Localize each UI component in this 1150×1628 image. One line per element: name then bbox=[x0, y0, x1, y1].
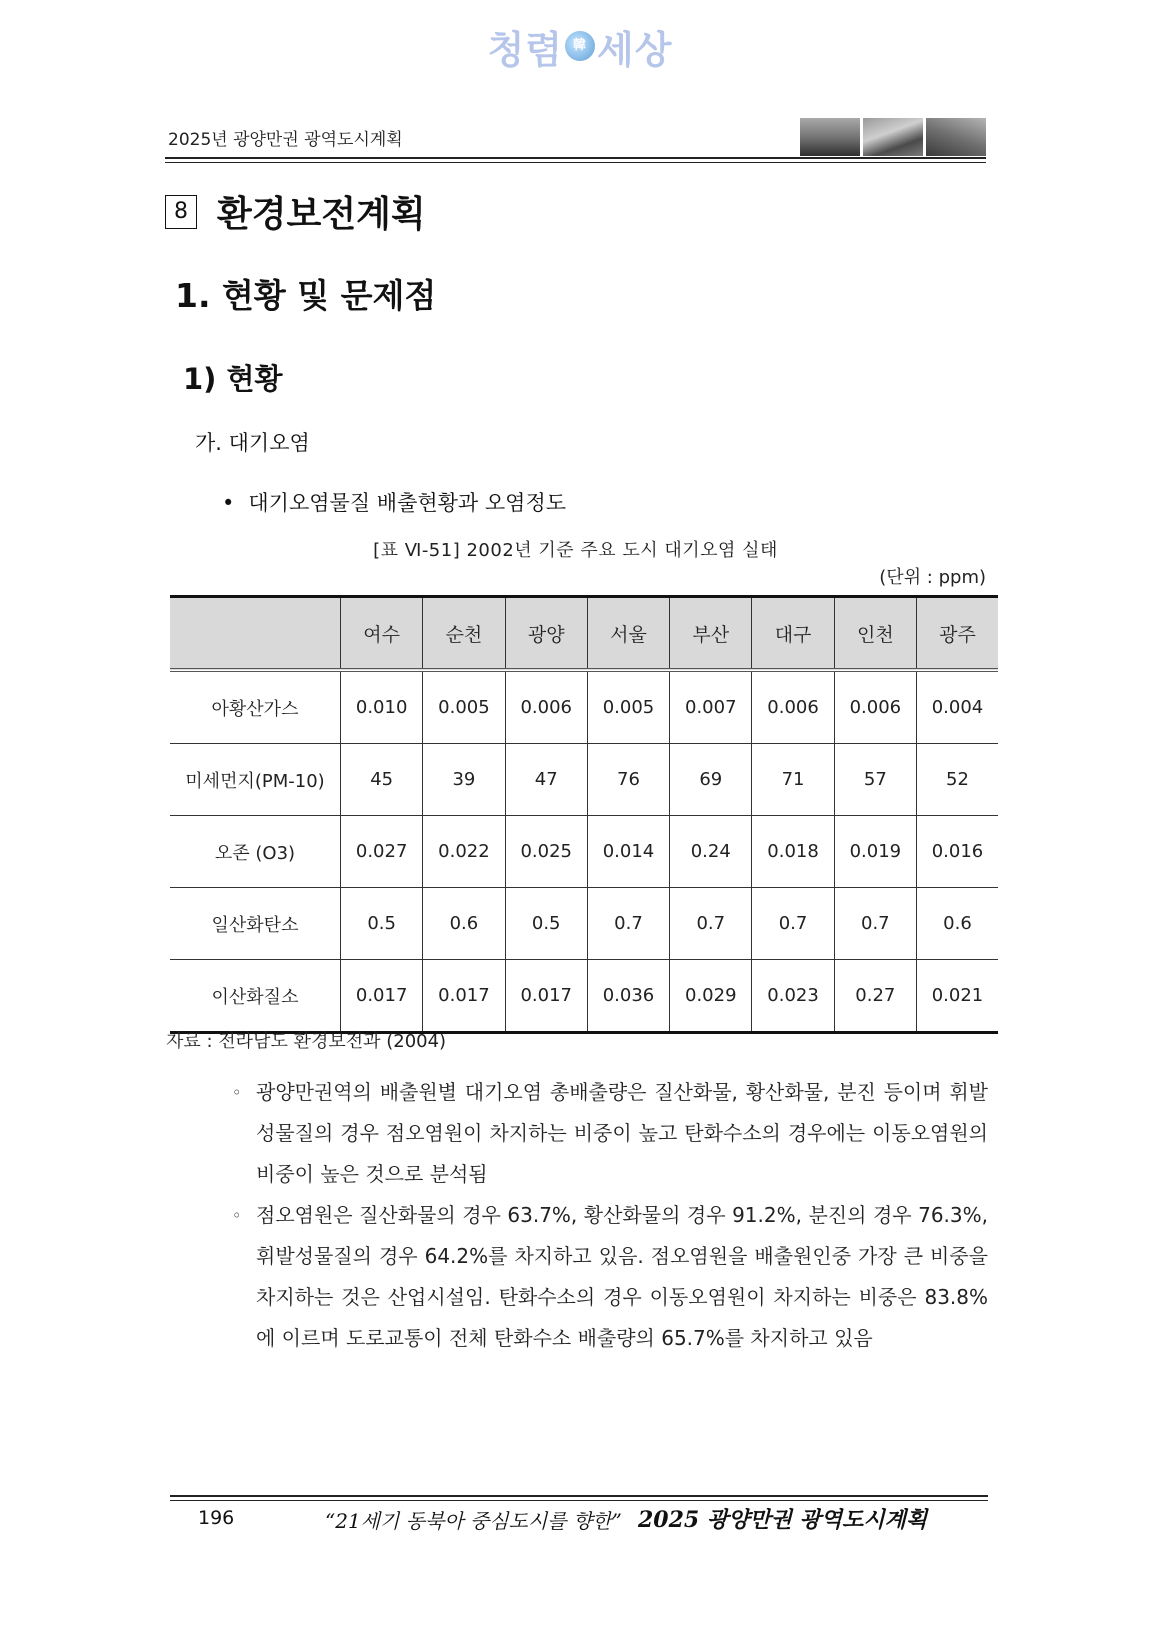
table-cell: 39 bbox=[423, 744, 505, 816]
table-cell: 0.021 bbox=[916, 960, 998, 1033]
paragraph bbox=[232, 1195, 988, 1359]
table-cell: 0.004 bbox=[916, 670, 998, 744]
logo-text-left: 청렴 bbox=[487, 27, 563, 72]
table-row bbox=[170, 670, 998, 744]
air-pollution-table bbox=[170, 595, 998, 1034]
table-cell: 0.025 bbox=[505, 816, 587, 888]
table-cell: 0.019 bbox=[834, 816, 916, 888]
table-cell: 0.006 bbox=[752, 670, 834, 744]
table-cell: 0.7 bbox=[752, 888, 834, 960]
page-number: 196 bbox=[198, 1507, 235, 1529]
header-cell: 여수 bbox=[341, 597, 423, 671]
header-divider bbox=[165, 157, 986, 159]
table-row bbox=[170, 744, 998, 816]
table-cell: 0.005 bbox=[587, 670, 669, 744]
table-cell: 0.014 bbox=[587, 816, 669, 888]
table-caption: [표 Ⅵ-51] 2002년 기준 주요 도시 대기오염 실태 bbox=[373, 540, 778, 561]
header-photo-2 bbox=[863, 118, 923, 156]
table-cell: 0.5 bbox=[505, 888, 587, 960]
table-cell: 0.016 bbox=[916, 816, 998, 888]
table-source: 자료 : 전라남도 환경보전과 (2004) bbox=[166, 1031, 447, 1052]
table-cell: 45 bbox=[341, 744, 423, 816]
header-cell bbox=[170, 597, 341, 671]
table-cell: 0.018 bbox=[752, 816, 834, 888]
logo bbox=[470, 18, 690, 74]
paragraph-text: 점오염원은 질산화물의 경우 63.7%, 황산화물의 경우 91.2%, 분진의 경우 76.3%, 휘발성물질의 경우 64.2%를 차지하고 있음. 점오염원을 배출원인중 가장 큰 비중을 차지하는 것은 산업시설임. 탄화수소의 경우 이동오염원이 차지하는 비중은 83.8%에 이르며 도로교통이 전체 탄화수소 배출량의 65.7%를 차지하고 있음 bbox=[256, 1203, 988, 1350]
table-cell: 0.7 bbox=[834, 888, 916, 960]
bullet-mark: • bbox=[222, 491, 235, 515]
row-label: 일산화탄소 bbox=[170, 888, 341, 960]
table-cell: 0.24 bbox=[670, 816, 752, 888]
header-divider-thin bbox=[165, 162, 986, 163]
table-cell: 47 bbox=[505, 744, 587, 816]
header-cell: 서울 bbox=[587, 597, 669, 671]
item-title: 가. 대기오염 bbox=[195, 431, 310, 455]
table-cell: 0.5 bbox=[341, 888, 423, 960]
table-cell: 0.022 bbox=[423, 816, 505, 888]
row-label: 이산화질소 bbox=[170, 960, 341, 1033]
table-cell: 0.023 bbox=[752, 960, 834, 1033]
table-row bbox=[170, 888, 998, 960]
table-cell: 0.017 bbox=[341, 960, 423, 1033]
header-cell: 광양 bbox=[505, 597, 587, 671]
header-photo-strip bbox=[800, 118, 986, 156]
chapter-title: 환경보전계획 bbox=[217, 194, 426, 235]
header-photo-1 bbox=[800, 118, 860, 156]
footer-divider bbox=[170, 1495, 988, 1497]
footer-divider-thin bbox=[170, 1500, 988, 1501]
paragraph-mark: ◦ bbox=[232, 1083, 242, 1102]
table-cell: 0.6 bbox=[423, 888, 505, 960]
table-cell: 0.006 bbox=[834, 670, 916, 744]
paragraph-text: 광양만권역의 배출원별 대기오염 총배출량은 질산화물, 황산화물, 분진 등이며 휘발성물질의 경우 점오염원이 차지하는 비중이 높고 탄화수소의 경우에는 이동오염원의 비중이 높은 것으로 분석됨 bbox=[256, 1080, 988, 1186]
chapter-number: 8 bbox=[165, 195, 197, 229]
table-cell: 0.005 bbox=[423, 670, 505, 744]
table-cell: 0.7 bbox=[670, 888, 752, 960]
table-cell: 0.27 bbox=[834, 960, 916, 1033]
table-cell: 0.036 bbox=[587, 960, 669, 1033]
table-cell: 52 bbox=[916, 744, 998, 816]
bullet-title: 대기오염물질 배출현황과 오염정도 bbox=[248, 491, 567, 515]
table-cell: 0.6 bbox=[916, 888, 998, 960]
bullet-heading bbox=[222, 487, 566, 517]
table-cell: 0.017 bbox=[505, 960, 587, 1033]
table-cell: 0.010 bbox=[341, 670, 423, 744]
table-cell: 0.007 bbox=[670, 670, 752, 744]
footer-slogan: “21세기 동북아 중심도시를 향한” bbox=[325, 1509, 622, 1533]
section-title: 1. 현황 및 문제점 bbox=[175, 276, 437, 315]
header-cell: 대구 bbox=[752, 597, 834, 671]
table-header-row bbox=[170, 597, 998, 671]
table-cell: 0.029 bbox=[670, 960, 752, 1033]
table-row bbox=[170, 816, 998, 888]
header-title: 2025년 광양만권 광역도시계획 bbox=[168, 130, 403, 150]
table-cell: 69 bbox=[670, 744, 752, 816]
logo-emblem: 韓 bbox=[565, 31, 595, 61]
table-cell: 57 bbox=[834, 744, 916, 816]
header-photo-3 bbox=[926, 118, 986, 156]
subsection-title: 1) 현황 bbox=[183, 362, 283, 396]
header-cell: 순천 bbox=[423, 597, 505, 671]
chapter-heading bbox=[165, 186, 426, 237]
table-cell: 0.006 bbox=[505, 670, 587, 744]
row-label: 아황산가스 bbox=[170, 670, 341, 744]
table-cell: 0.027 bbox=[341, 816, 423, 888]
table-cell: 0.017 bbox=[423, 960, 505, 1033]
table-cell: 76 bbox=[587, 744, 669, 816]
row-label: 오존 (O3) bbox=[170, 816, 341, 888]
header-cell: 인천 bbox=[834, 597, 916, 671]
paragraph-mark: ◦ bbox=[232, 1206, 242, 1225]
table-row bbox=[170, 960, 998, 1033]
footer-plan-title: 2025 광양만권 광역도시계획 bbox=[638, 1507, 928, 1533]
header-cell: 광주 bbox=[916, 597, 998, 671]
header-cell: 부산 bbox=[670, 597, 752, 671]
table-cell: 0.7 bbox=[587, 888, 669, 960]
table-cell: 71 bbox=[752, 744, 834, 816]
table-unit: (단위 : ppm) bbox=[879, 567, 986, 588]
paragraph bbox=[232, 1072, 988, 1195]
logo-text-right: 세상 bbox=[597, 27, 673, 72]
row-label: 미세먼지(PM-10) bbox=[170, 744, 341, 816]
